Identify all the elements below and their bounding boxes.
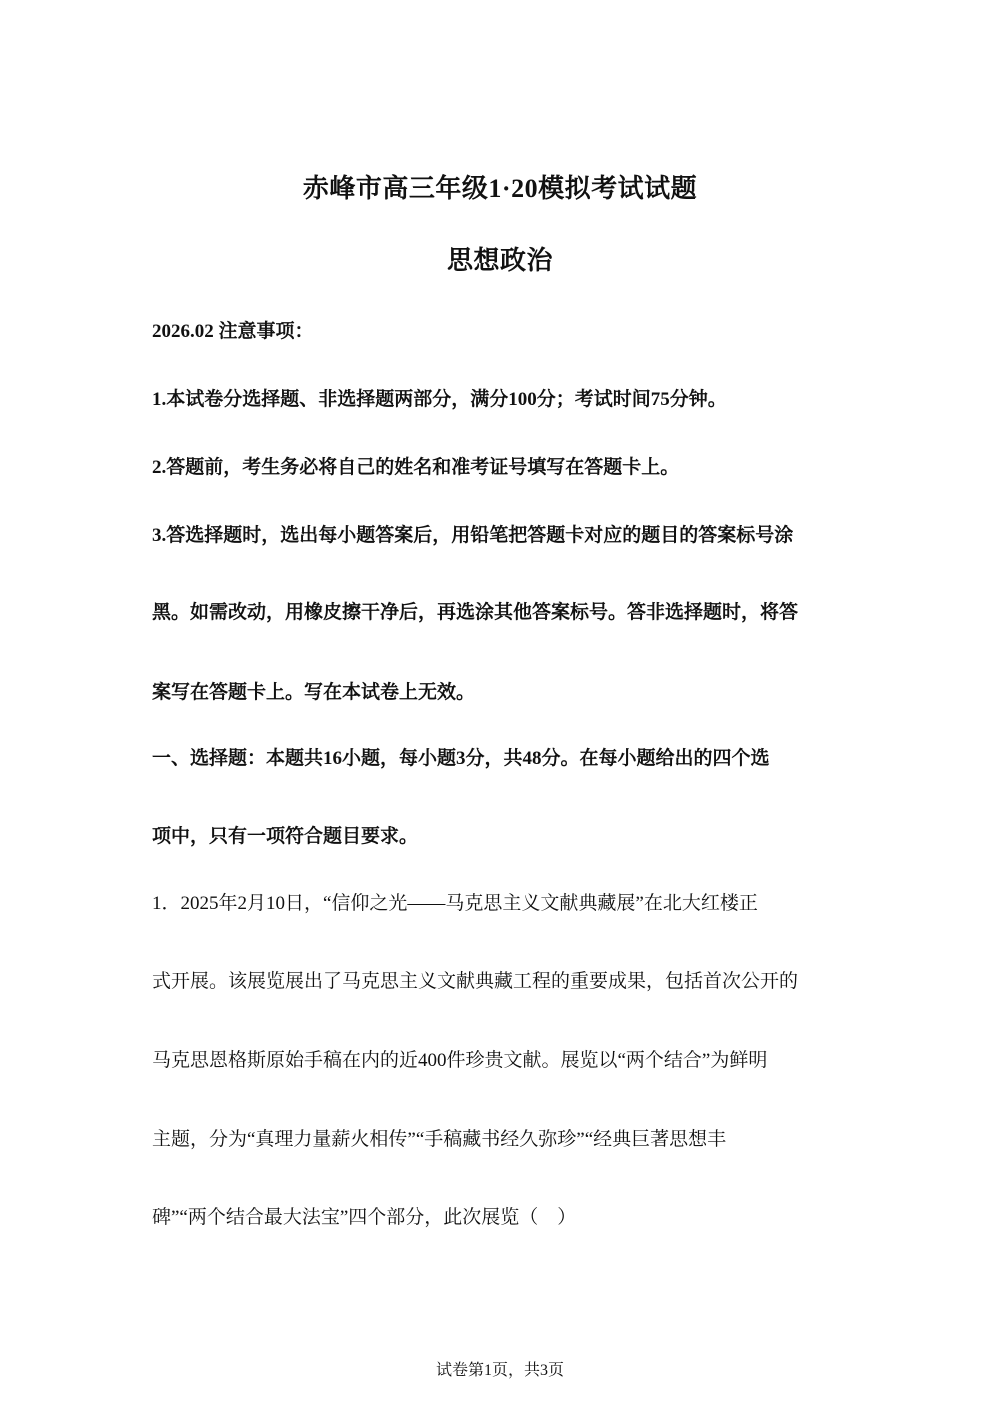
subject-title: 思想政治 [446,246,553,275]
page-footer: 试卷第1页，共3页 [435,1362,564,1379]
notice-item-3-line-2: 黑。如需改动，用橡皮擦干净后，再选涂其他答案标号。答非选择题时，将答 [152,602,799,623]
notice-heading: 2026.02 注意事项： [152,321,314,342]
notice-item-1: 1.本试卷分选择题、非选择题两部分，满分100分；考试时间75分钟。 [152,389,727,410]
section-heading-line-1: 一、选择题：本题共16小题，每小题3分，共48分。在每小题给出的四个选 [152,748,770,769]
question-1-line-3: 马克思恩格斯原始手稿在内的近400件珍贵文献。展览以“两个结合”为鲜明 [152,1050,768,1071]
question-1-line-5: 碑”“两个结合最大法宝”四个部分，此次展览（ ） [152,1207,577,1228]
notice-item-3-line-1: 3.答选择题时，选出每小题答案后，用铅笔把答题卡对应的题目的答案标号涂 [152,525,794,546]
question-1-line-4: 主题，分为“真理力量薪火相传”“手稿藏书经久弥珍”“经典巨著思想丰 [152,1129,727,1150]
section-heading-line-2: 项中，只有一项符合题目要求。 [152,826,419,847]
exam-title: 赤峰市高三年级1·20模拟考试试题 [302,174,698,203]
question-1-line-1: 1．2025年2月10日，“信仰之光——马克思主义文献典藏展”在北大红楼正 [152,893,758,914]
question-1-line-2: 式开展。该展览展出了马克思主义文献典藏工程的重要成果，包括首次公开的 [152,971,799,992]
notice-item-2: 2.答题前，考生务必将自己的姓名和准考证号填写在答题卡上。 [152,457,680,478]
notice-item-3-line-3: 案写在答题卡上。写在本试卷上无效。 [152,682,476,703]
